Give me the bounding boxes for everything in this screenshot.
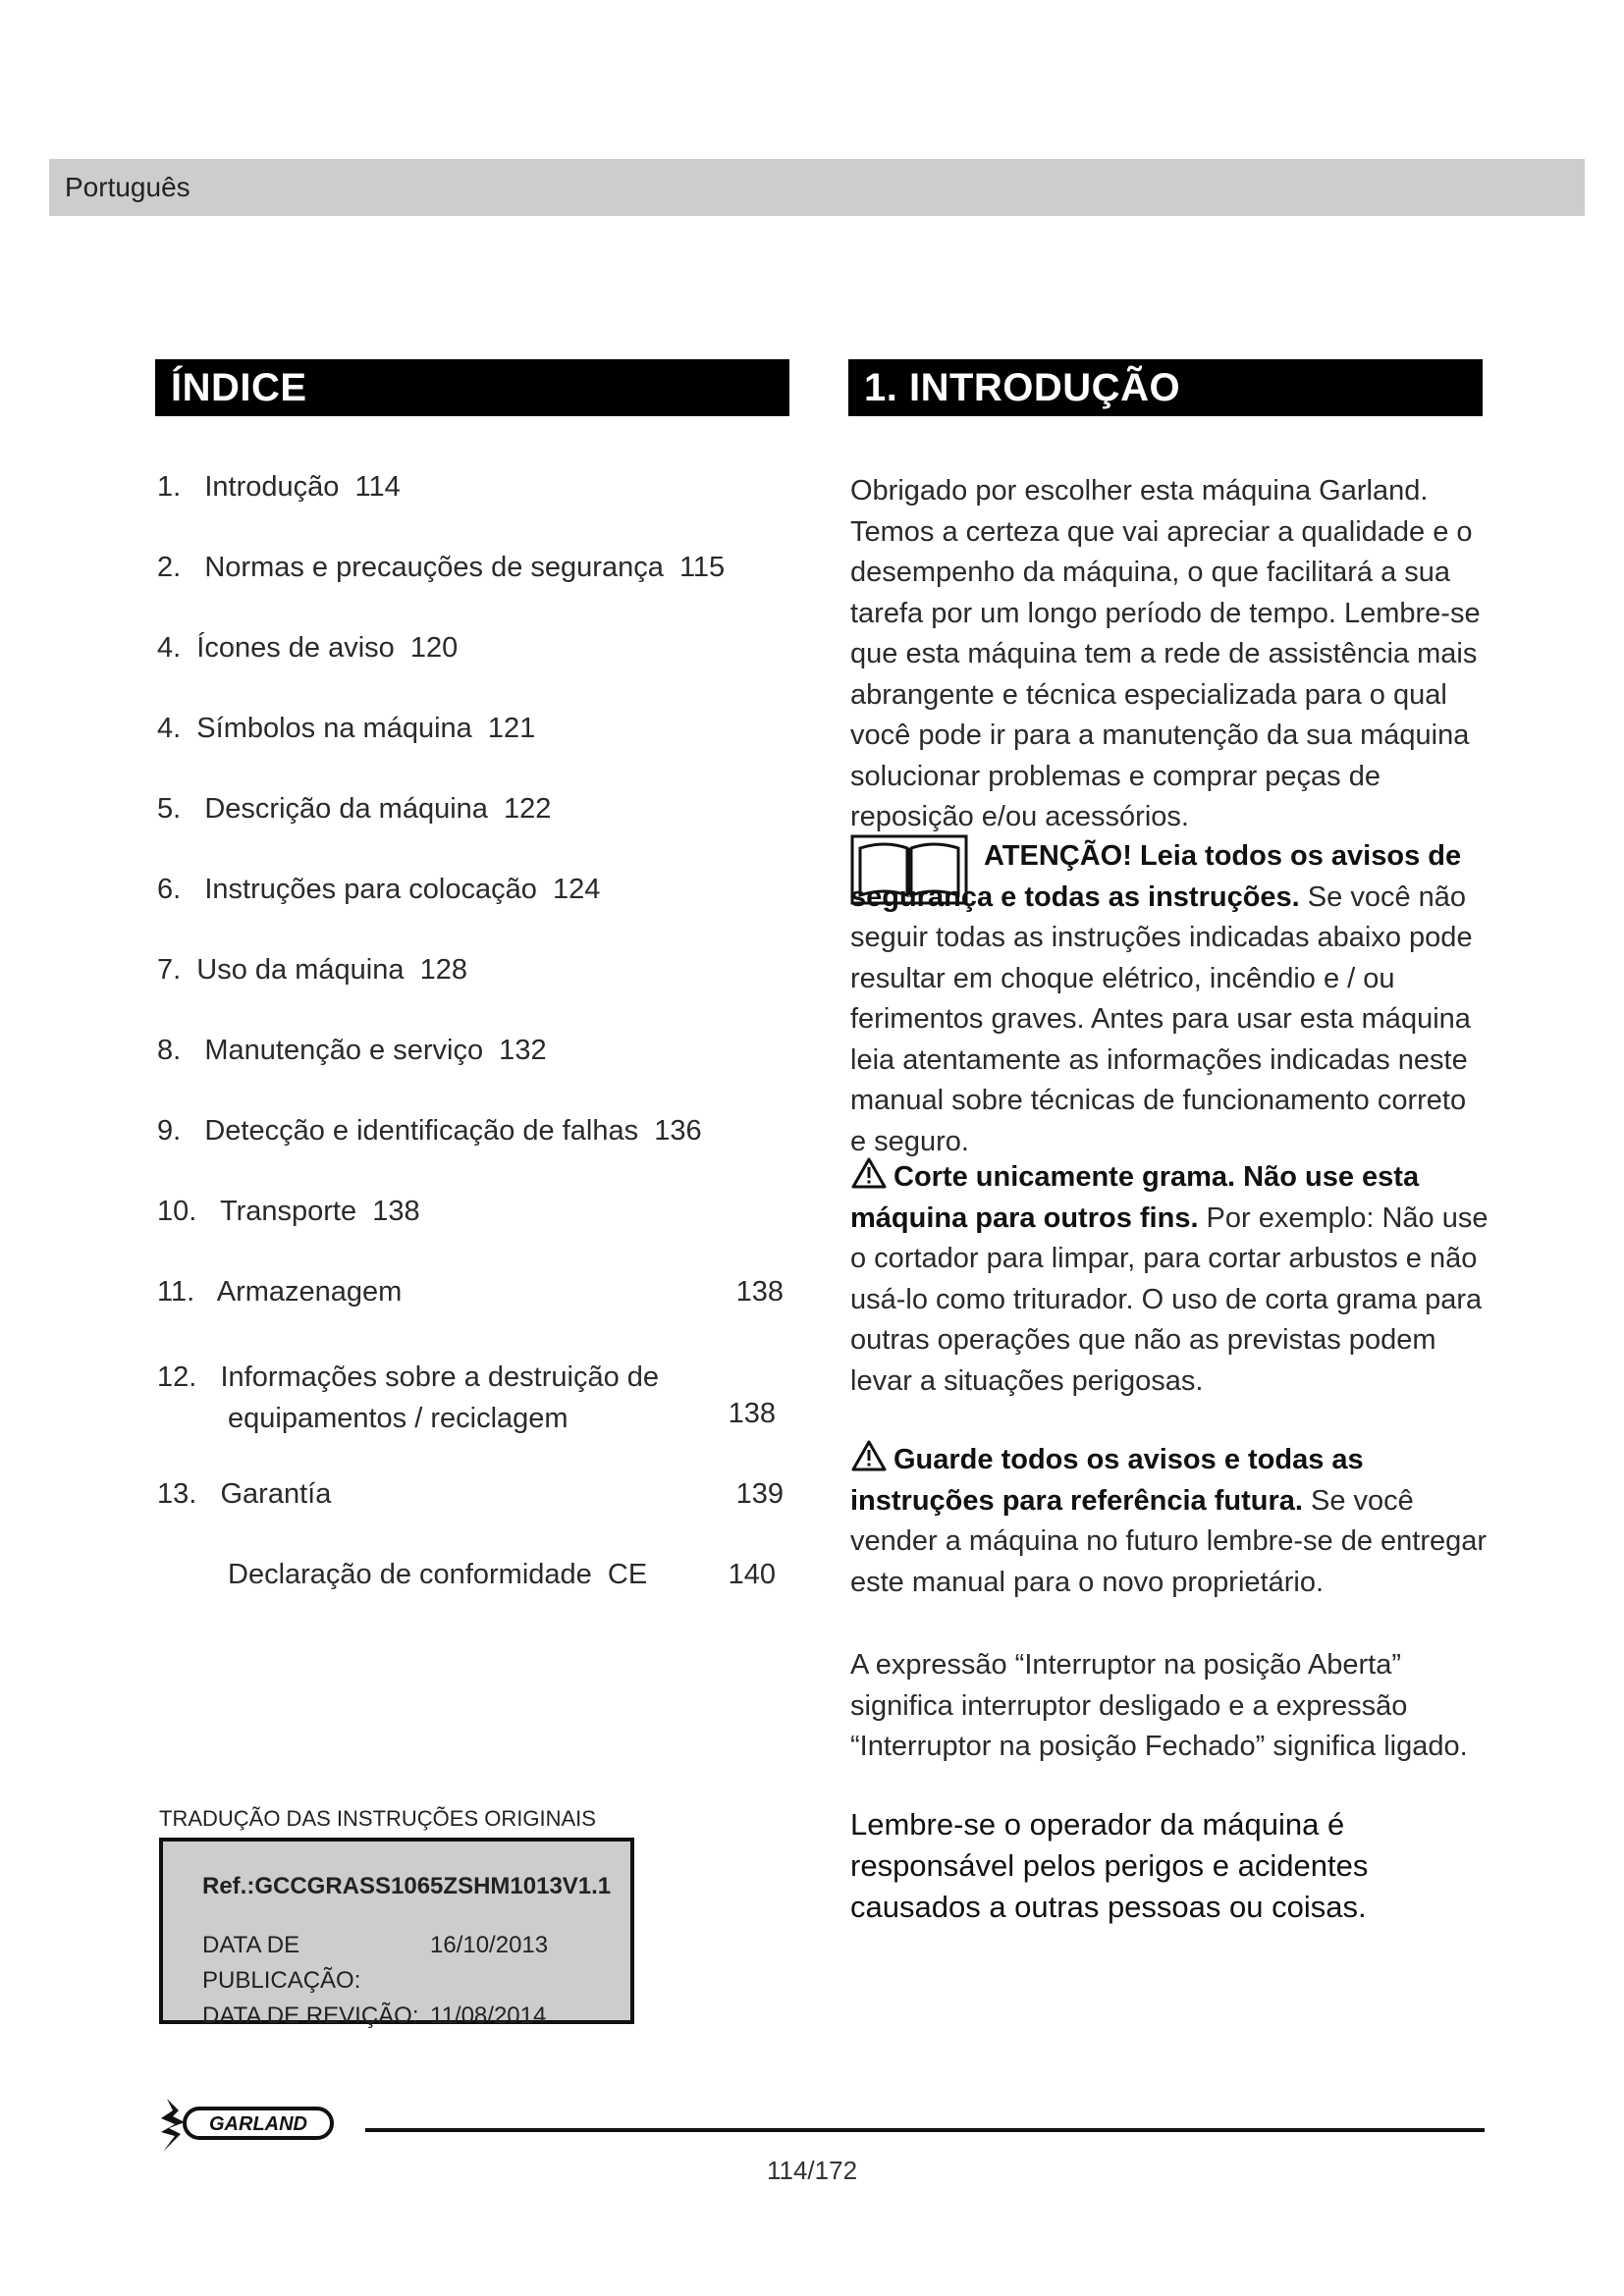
revision-row xyxy=(202,1999,630,2034)
warning-block-2 xyxy=(850,1439,1489,1603)
toc-page: 139 xyxy=(735,1478,784,1510)
translation-label: TRADUÇÃO DAS INSTRUÇÕES ORIGINAIS xyxy=(159,1806,596,1831)
toc-page: 140 xyxy=(728,1559,776,1590)
toc-page: 138 xyxy=(735,1276,784,1308)
toc-label: Declaração de conformidade CE xyxy=(228,1559,648,1590)
toc-item[interactable]: 9. Detecção e identificação de falhas 136 xyxy=(157,1115,702,1147)
publication-date: 16/10/2013 xyxy=(430,1932,549,1958)
toc-label: 12. Informações sobre a destruição de xyxy=(157,1362,660,1393)
toc-item-reciclagem[interactable] xyxy=(157,1357,795,1478)
toc-page: 138 xyxy=(728,1398,776,1429)
toc-item-garantia[interactable] xyxy=(157,1478,795,1559)
warning-heading: Corte unicamente grama. Não use esta máquina para outros fins. xyxy=(850,1161,1420,1234)
garland-logo xyxy=(155,2089,342,2158)
revision-label: DATA DE REVIÇÃO: xyxy=(202,2002,419,2029)
document-info-box xyxy=(159,1838,634,2029)
intro-paragraph xyxy=(850,471,1489,838)
reference-code: Ref.:GCCGRASS1065ZSHM1013V1.1 xyxy=(202,1873,612,1899)
toc-label: 13. Garantía xyxy=(157,1478,332,1510)
toc-item[interactable]: 8. Manutenção e serviço 132 xyxy=(157,1035,547,1066)
toc-label: 11. Armazenagem xyxy=(157,1276,403,1308)
footer-rule xyxy=(365,2128,1485,2132)
operator-responsibility xyxy=(850,1804,1489,1928)
toc-item-declaracao[interactable] xyxy=(157,1559,795,1639)
warning-block-1 xyxy=(850,1156,1489,1402)
toc-item[interactable]: 1. Introdução 114 xyxy=(157,471,401,503)
warning-icon xyxy=(850,1156,888,1190)
responsibility-text: Lembre-se o operador da máquina é responsável pelos perigos e acidentes causados a outras pessoas ou coisas. xyxy=(850,1807,1369,1924)
toc-item[interactable]: 4. Ícones de aviso 120 xyxy=(157,632,459,664)
toc-item[interactable]: 10. Transporte 138 xyxy=(157,1196,420,1227)
toc-item[interactable]: 7. Uso da máquina 128 xyxy=(157,954,467,986)
page-number: 114/172 xyxy=(766,2156,858,2185)
warning-icon xyxy=(850,1439,888,1472)
attention-text: Se você não seguir todas as instruções indicadas abaixo pode resultar em choque elétrico, incêndio e / ou ferimentos graves. Antes para usar esta máquina leia atentamente as informações indicadas neste manual sobre técnicas de funcionamento correto e seguro. xyxy=(850,881,1473,1157)
attention-block xyxy=(850,836,1489,1162)
svg-text:GARLAND: GARLAND xyxy=(209,2113,307,2135)
toc-item[interactable]: 5. Descrição da máquina 122 xyxy=(157,793,552,825)
publication-label: DATA DE PUBLICAÇÃO: xyxy=(202,1932,361,1994)
toc-item[interactable]: 6. Instruções para colocação 124 xyxy=(157,874,601,905)
index-heading: ÍNDICE xyxy=(155,359,789,416)
attention-heading: ATENÇÃO! Leia todos os avisos de segurança e todas as instruções. xyxy=(850,840,1462,913)
toc-label-continued: equipamentos / reciclagem xyxy=(228,1403,568,1434)
warning-text: Por exemplo: Não use o cortador para limpar, para cortar arbustos e não usá-lo como triturador. O uso de corta grama para outras operações que não as previstas podem levar a situações perigosas. xyxy=(850,1201,1489,1397)
table-of-contents xyxy=(157,471,795,1639)
toc-item[interactable]: 4. Símbolos na máquina 121 xyxy=(157,713,536,744)
revision-date: 11/08/2014 xyxy=(430,2002,547,2029)
toc-item-armazenagem[interactable] xyxy=(157,1276,795,1357)
warning-text: Se você vender a máquina no futuro lembre-se de entregar este manual para o novo proprietário. xyxy=(850,1484,1488,1598)
intro-heading: 1. INTRODUÇÃO xyxy=(848,359,1483,416)
toc-item[interactable]: 2. Normas e precauções de segurança 115 xyxy=(157,552,726,583)
intro-text: Obrigado por escolher esta máquina Garland. Temos a certeza que vai apreciar a qualidade e o desempenho da máquina, o que facilitará a sua tarefa por um longo período de tempo. Lembre-se que esta máquina tem a rede de assistência mais abrangente e técnica especializada para o qual você pode ir para a manutenção da sua máquina solucionar problemas e comprar peças de reposição e/ou acessórios. xyxy=(850,475,1481,832)
language-header: Português xyxy=(49,159,1585,216)
expression-text: A expressão “Interruptor na posição Aberta” significa interruptor desligado e a expressão “Interruptor na posição Fechado” significa ligado. xyxy=(850,1649,1468,1762)
expression-paragraph xyxy=(850,1645,1489,1768)
warning-heading: Guarde todos os avisos e todas as instruções para referência futura. xyxy=(850,1444,1364,1517)
publication-row xyxy=(202,1928,630,1999)
